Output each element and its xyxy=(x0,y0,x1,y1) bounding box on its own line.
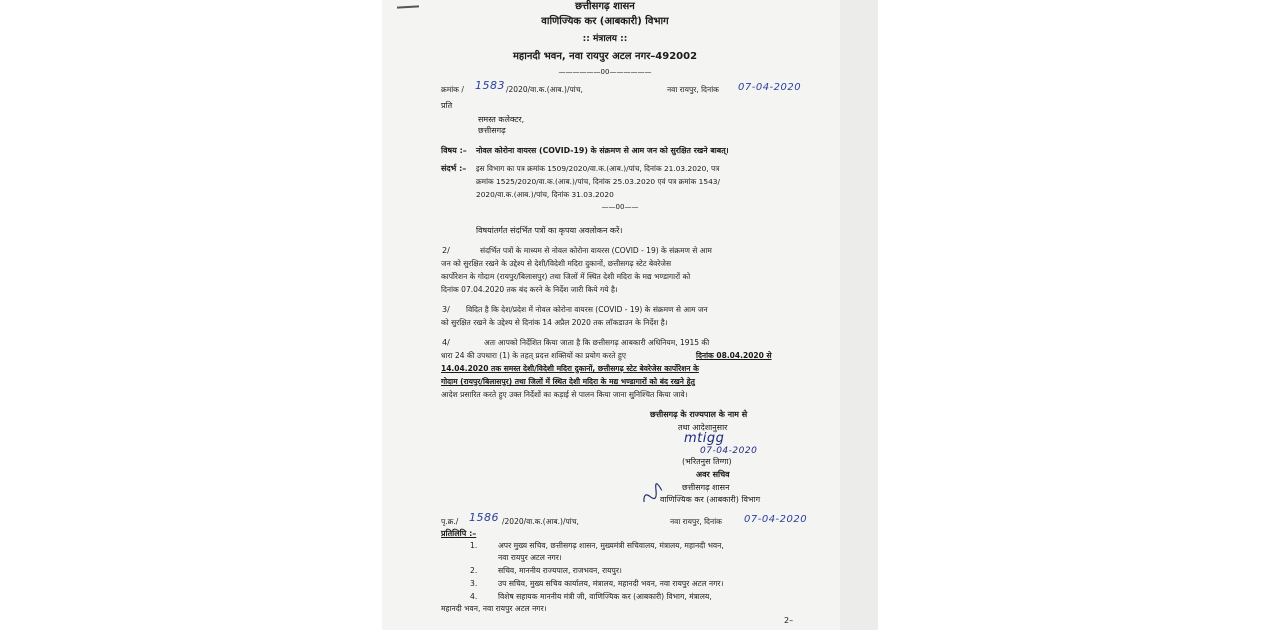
endorsement-date-handwritten: 07-04-2020 xyxy=(744,514,808,525)
copy-item-continued: नवा रायपुर अटल नगर। xyxy=(498,553,562,562)
page-edge xyxy=(840,0,878,630)
recipient-state: छत्तीसगढ़ xyxy=(478,126,506,135)
paragraph-2-number: 2/ xyxy=(442,246,450,255)
signatory-government: छत्तीसगढ़ शासन xyxy=(682,483,730,492)
prati-label: प्रति xyxy=(441,101,453,110)
paragraph-4-line-3: 14.04.2020 तक समस्त देशी/विदेशी मदिरा दुकानों, छत्तीसगढ़ स्टेट बेवरेजेस कार्पोरेशन के xyxy=(441,364,699,373)
endorsement-number-handwritten: 1586 xyxy=(469,511,499,524)
paragraph-3-line-2: को सुरक्षित रखने के उद्देश्य से दिनांक 14 अप्रैल 2020 तक लॉकडाउन के निर्देश है। xyxy=(441,318,668,327)
endorsement-label: पृ.क्र./ xyxy=(441,517,459,526)
reference-separator: ——00—— xyxy=(601,203,639,211)
signatory-name: (भरितनुस तिग्गा) xyxy=(682,457,732,466)
copy-item-number: 1. xyxy=(470,541,478,550)
header-government: छत्तीसगढ़ शासन xyxy=(575,1,635,12)
subject-text: नोवल कोरोना वायरस (COVID-19) के संक्रमण से आम जन को सुरक्षित रखने बाबत्। xyxy=(476,146,729,155)
copy-item: उप सचिव, मुख्य सचिव कार्यालय, मंत्रालय, महानदी भवन, नवा रायपुर अटल नगर। xyxy=(498,579,724,588)
copy-item-continued: महानदी भवन, नवा रायपुर अटल नगर। xyxy=(441,604,547,613)
copy-item: विशेष सहायक माननीय मंत्री जी, वाणिज्यिक कर (आबकारी) विभाग, मंत्रालय, xyxy=(498,592,712,601)
paragraph-4-number: 4/ xyxy=(442,338,450,347)
copy-item-number: 4. xyxy=(470,592,478,601)
order-line: तथा आदेशानुसार xyxy=(678,423,728,432)
intro-paragraph: विषयांतर्गत संदर्भित पत्रों का कृपया अवलोकन करें। xyxy=(476,226,623,235)
ref-place: नवा रायपुर, दिनांक xyxy=(667,85,719,94)
ref-suffix: /2020/वा.क.(आब.)/पांच, xyxy=(506,85,583,94)
paragraph-2-line-2: जन को सुरक्षित रखने के उद्देश्य से देशी/विदेशी मदिरा दुकानों, छत्तीसगढ़ स्टेट बेवरेजेस xyxy=(441,259,672,268)
endorsement-place: नवा रायपुर, दिनांक xyxy=(670,517,722,526)
subject-label: विषय :– xyxy=(441,146,467,155)
paragraph-4-line-2: धारा 24 की उपधारा (1) के तहत् प्रदत्त शक्तियों का प्रयोग करते हुए xyxy=(441,351,627,360)
ref-date-handwritten: 07-04-2020 xyxy=(738,82,802,93)
paragraph-2-line-1: संदर्भित पत्रों के माध्यम से नोवल कोरोना वायरस (COVID - 19) के संक्रमण से आम xyxy=(480,246,712,255)
reference-line-3: 2020/वा.क.(आब.)/पांच, दिनांक 31.03.2020 xyxy=(476,190,614,199)
header-address: महानदी भवन, नवा रायपुर अटल नगर–492002 xyxy=(512,51,698,62)
reference-line-2: क्रमांक 1525/2020/वा.क.(आब.)/पांच, दिनांक 25.03.2020 एवं पत्र क्रमांक 1543/ xyxy=(476,177,720,186)
paragraph-2-line-4: दिनांक 07.04.2020 तक बंद करने के निर्देश जारी किये गये है। xyxy=(441,285,618,294)
paragraph-3-number: 3/ xyxy=(442,305,450,314)
next-page-marker: 2– xyxy=(784,616,794,625)
paragraph-3-line-1: विदित है कि देश/प्रदेश में नोवल कोरोना वायरस (COVID - 19) के संक्रमण से आम जन xyxy=(466,305,708,314)
paragraph-4-date-from: दिनांक 08.04.2020 से xyxy=(696,351,772,360)
signatory-designation: अवर सचिव xyxy=(696,470,730,479)
paragraph-4-line-5: आदेश प्रसारित करते हुए उक्त निर्देशों का कड़ाई से पालन किया जाना सुनिश्चित किया जावे। xyxy=(441,390,688,399)
ref-label: क्रमांक / xyxy=(441,85,464,94)
copy-label: प्रतिलिपि :– xyxy=(441,529,477,538)
signature-scribble: mtigg xyxy=(684,431,725,446)
recipient: समस्त कलेक्टर, xyxy=(478,115,525,124)
header-separator: ——————00—————— xyxy=(558,68,652,76)
ref-number-handwritten: 1583 xyxy=(475,79,505,92)
by-order-of-governor: छत्तीसगढ़ के राज्यपाल के नाम से xyxy=(650,410,748,419)
header-ministry: :: मंत्रालय :: xyxy=(582,34,628,44)
copy-item-number: 2. xyxy=(470,566,478,575)
copy-item-number: 3. xyxy=(470,579,478,588)
copy-item: अपर मुख्य सचिव, छत्तीसगढ़ शासन, मुख्यमंत्री सचिवालय, मंत्रालय, महानदी भवन, xyxy=(498,541,724,550)
header-department: वाणिज्यिक कर (आबकारी) विभाग xyxy=(541,16,669,27)
reference-line-1: इस विभाग का पत्र क्रमांक 1509/2020/वा.क.(आब.)/पांच, दिनांक 21.03.2020, पत्र xyxy=(476,164,720,173)
paragraph-4-line-4: गोदाम (रायपुर/बिलासपुर) तथा जिलों में स्थित देशी मदिरा के मद्य भण्डागारों को बंद रखने हेतु xyxy=(441,377,695,386)
paragraph-4-line-1: अतः आपको निर्देशित किया जाता है कि छत्तीसगढ़ आबकारी अधिनियम, 1915 की xyxy=(484,338,710,347)
reference-label: संदर्भ :– xyxy=(441,164,467,173)
copy-item: सचिव, माननीय राज्यपाल, राजभवन, रायपुर। xyxy=(498,566,622,575)
endorsement-suffix: /2020/वा.क.(आब.)/पांच, xyxy=(502,517,579,526)
signatory-department: वाणिज्यिक कर (आबकारी) विभाग xyxy=(660,495,761,504)
paragraph-2-line-3: कार्पोरेशन के गोदाम (रायपुर/बिलासपुर) तथा जिलों में स्थित देशी मदिरा के मद्य भण्डागारों को xyxy=(441,272,691,281)
signature-date: 07-04-2020 xyxy=(700,446,758,456)
